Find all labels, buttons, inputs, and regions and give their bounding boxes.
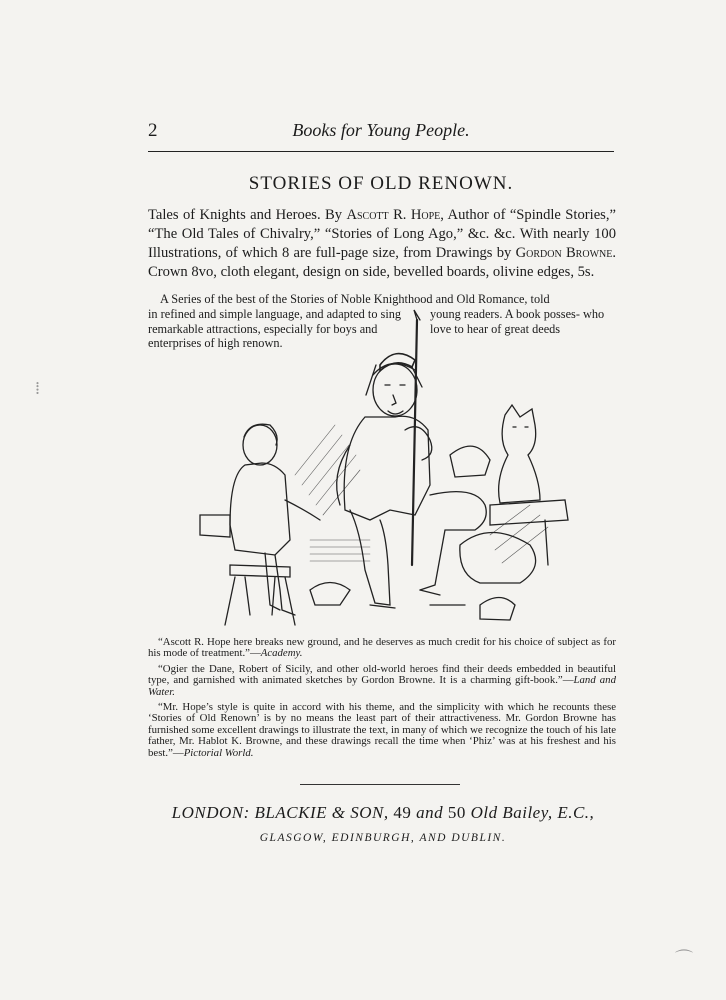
page-header (148, 120, 614, 144)
page-blemish-icon: ⌒ (675, 949, 693, 969)
publisher-line (148, 803, 618, 823)
desc-part3: . Crown 8vo, cloth elegant, design on side, bevelled boards, olivine edges, 5s. (148, 245, 616, 280)
running-title: Books for Young People. (292, 120, 470, 140)
publisher-cities: GLASGOW, EDINBURGH, AND DUBLIN. (259, 832, 507, 844)
address-number-1: 49 (393, 803, 412, 822)
review-text: “Ascott R. Hope here breaks new ground, and he deserves as much credit for his choice of subject as for his mode of treatment.”— (148, 636, 616, 660)
review-pictorial-world (148, 702, 616, 759)
review-source: Academy. (260, 647, 303, 660)
book-description (148, 206, 616, 282)
desc-part2: , Author of “Spindle Stories,” “The Old Tales of Chivalry,” “Stories of Long Ago,” &c. &c. With nearly 100 Illustrations, of which 8 are full-page size, from Drawings by (148, 207, 616, 261)
desc-part1: Tales of Knights and Heroes. By (148, 207, 347, 223)
review-land-and-water (148, 664, 616, 698)
review-academy (148, 637, 616, 660)
address-number-2: 50 (447, 803, 466, 822)
series-line1: A Series of the best of the Stories of Noble Knighthood and Old Romance, told (160, 292, 550, 306)
publisher-prefix: LONDON: BLACKIE & SON, (171, 803, 394, 822)
series-left-column: in refined and simple language, and adapted to sing remarkable attractions, especially for boys and enterprises of high renown. (148, 307, 402, 350)
press-reviews (148, 637, 616, 763)
illustrator-name: Gordon Browne (515, 245, 613, 261)
author-name: Ascott R. Hope (346, 207, 441, 223)
book-title: STORIES OF OLD RENOWN. (248, 173, 514, 194)
page-number: 2 (148, 120, 158, 141)
publisher-and: and (411, 803, 448, 822)
publisher-suffix: Old Bailey, E.C., (465, 803, 595, 822)
footer-rule (300, 784, 460, 785)
review-source: Land and Water. (148, 674, 616, 698)
page-blemish-icon: ⁞ (35, 378, 41, 398)
series-right-column: young readers. A book posses- who love to hear of great deeds (430, 307, 605, 336)
header-rule (148, 151, 614, 152)
review-source: Pictorial World. (183, 746, 254, 759)
review-text: “Mr. Hope’s style is quite in accord with his theme, and the simplicity with which he recounts these ‘Stories of Old Renown’ is by no means the least part of their attractiveness. Mr. Gordon Browne has furnished some excellent drawings to illustrate the text, in many of which we recognize the touch of his late father, Mr. Hablot K. Browne, and these drawings recall the time when ‘Phiz’ was at his freshest and his best.”— (148, 701, 616, 759)
engraving-illustration (190, 305, 580, 635)
review-text: “Ogier the Dane, Robert of Sicily, and other old-world heroes find their deeds embedded in beautiful type, and garnished with animated sketches by Gordon Browne. It is a charming gift-book.”— (148, 662, 616, 687)
